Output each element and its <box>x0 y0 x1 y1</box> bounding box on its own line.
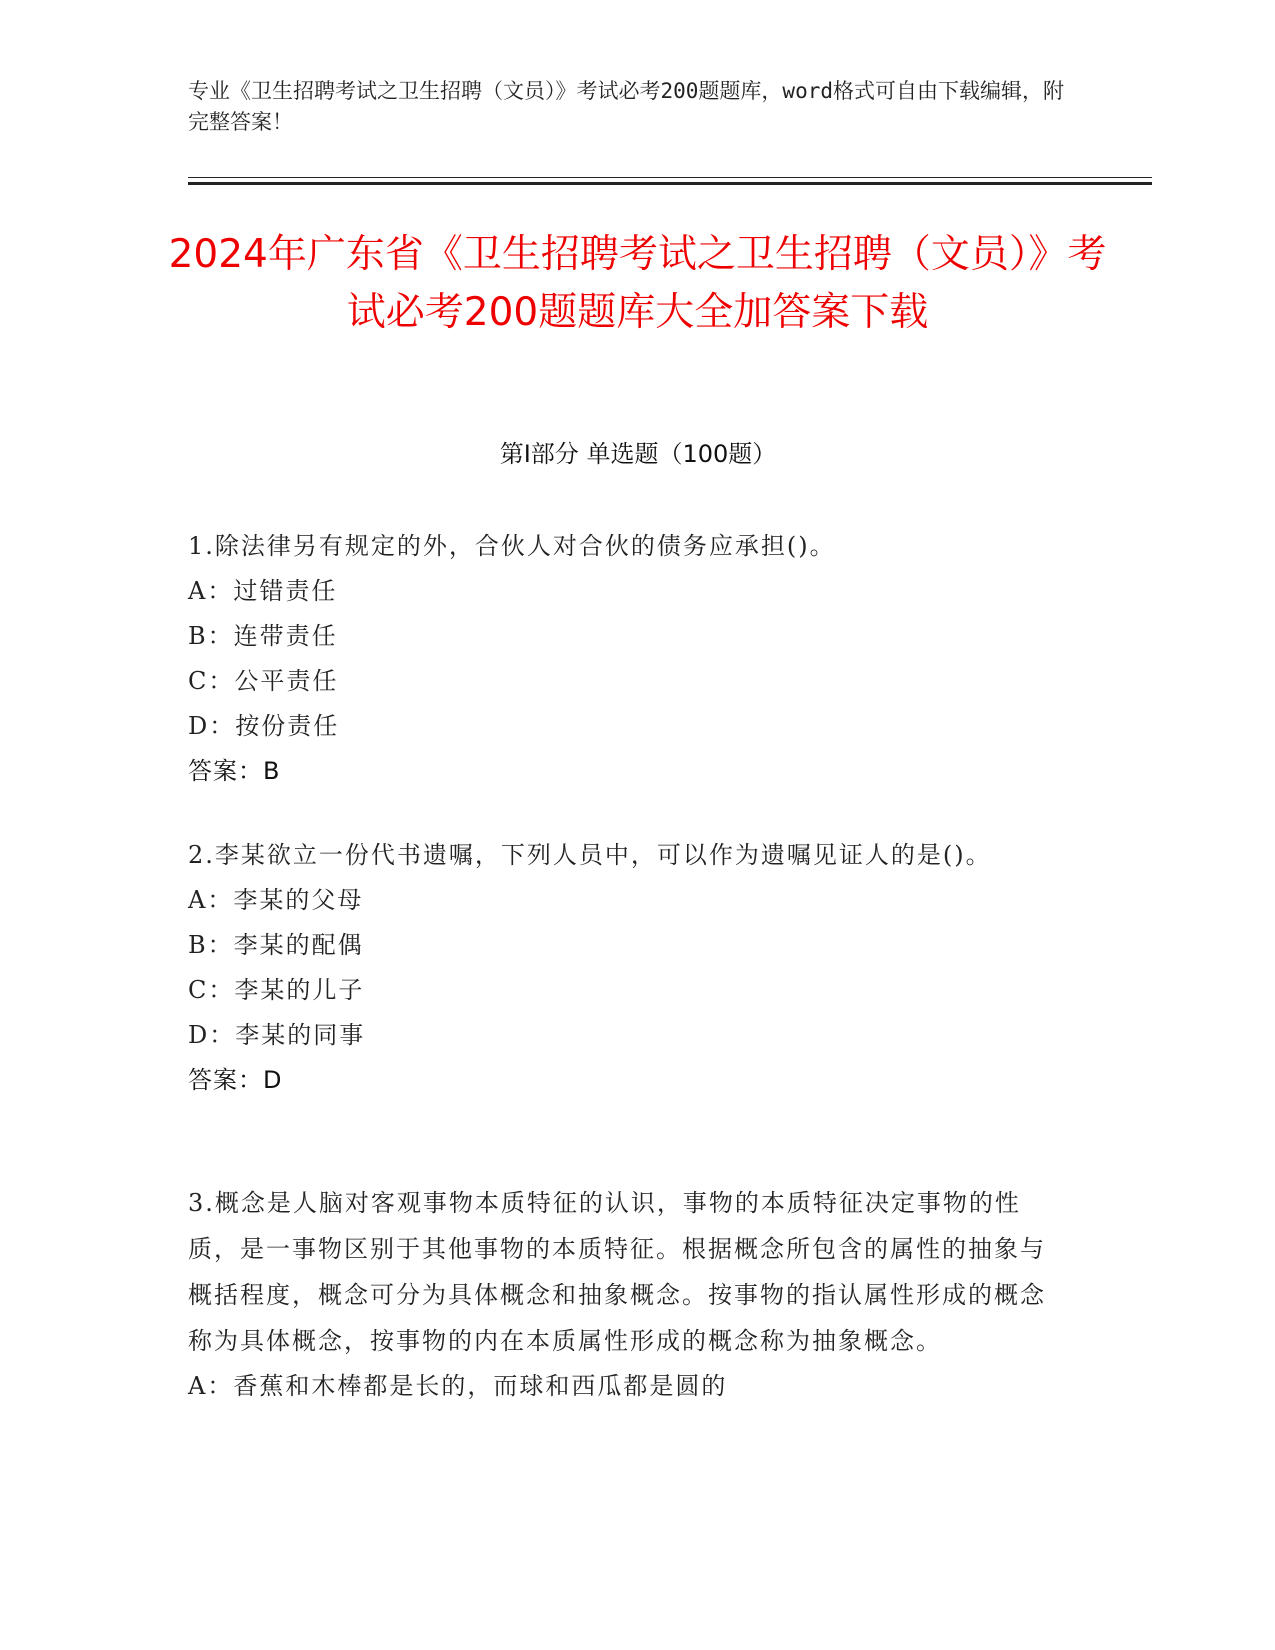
question-stem: 2.李某欲立一份代书遗嘱，下列人员中，可以作为遗嘱见证人的是()。 <box>188 841 992 869</box>
header-note: 专业《卫生招聘考试之卫生招聘（文员）》考试必考200题题库，word格式可自由下载编辑，附完整答案！ <box>188 79 1064 134</box>
question-2 <box>188 832 1068 1103</box>
header-divider-thin <box>188 177 1152 178</box>
question-1 <box>188 523 1068 794</box>
option-c: C：公平责任 <box>188 667 339 695</box>
question-stem: 1.除法律另有规定的外，合伙人对合伙的债务应承担()。 <box>188 532 836 560</box>
option-b: B：李某的配偶 <box>188 931 364 959</box>
answer-line: 答案：D <box>188 1066 283 1094</box>
question-stem: 3.概念是人脑对客观事物本质特征的认识，事物的本质特征决定事物的性质，是一事物区别于其他事物的本质特征。根据概念所包含的属性的抽象与概括程度，概念可分为具体概念和抽象概念。按事物的指认属性形成的概念称为具体概念，按事物的内在本质属性形成的概念称为抽象概念。 <box>188 1189 1046 1355</box>
section-title: 第I部分 单选题（100题） <box>499 440 777 468</box>
option-a: A：李某的父母 <box>188 886 364 914</box>
option-c: C：李某的儿子 <box>188 976 365 1004</box>
option-b: B：连带责任 <box>188 622 338 650</box>
option-a: A：过错责任 <box>188 577 338 605</box>
option-a: A：香蕉和木棒都是长的，而球和西瓜都是圆的 <box>188 1372 728 1400</box>
option-d: D：李某的同事 <box>188 1021 366 1049</box>
answer-line: 答案：B <box>188 757 281 785</box>
document-title: 2024年广东省《卫生招聘考试之卫生招聘（文员）》考试必考200题题库大全加答案下载 <box>168 232 1107 335</box>
header-divider-thick <box>188 182 1152 185</box>
option-d: D：按份责任 <box>188 712 340 740</box>
question-3 <box>188 1180 1068 1409</box>
